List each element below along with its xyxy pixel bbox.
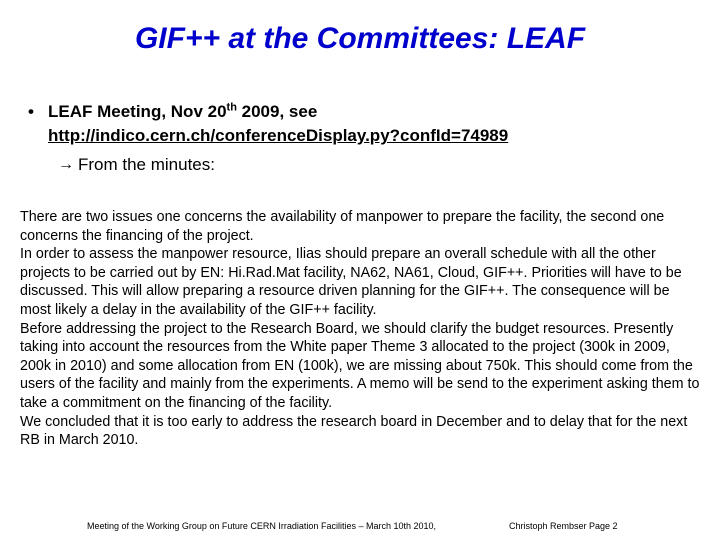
bullet-text-before: LEAF Meeting, Nov 20: [48, 102, 227, 121]
arrow-right-icon: →: [58, 156, 74, 173]
sub-point-text: From the minutes:: [78, 155, 215, 174]
minutes-paragraph-3: Before addressing the project to the Research Board, we should clarify the budget resources. Presently taking into account the resources from the White paper Theme 3 allocated to the project (300k in 2009, 200k in 2010) and some allocation from EN (100k), we are missing about 750k. This should come from the users of the facility and mainly from the experiments. A memo will be send to the experiment asking them to take a commitment on the financing of the facility.: [20, 320, 700, 411]
bullet-point: [28, 100, 708, 148]
indico-link[interactable]: http://indico.cern.ch/conferenceDisplay.py?confId=74989: [48, 126, 509, 145]
bullet-superscript: th: [226, 101, 237, 114]
minutes-paragraph-1: There are two issues one concerns the availability of manpower to prepare the facility, the second one concerns the financing of the project.: [20, 209, 665, 244]
minutes-paragraph-4: We concluded that it is too early to address the research board in December and to delay that for the next RB in March 2010.: [20, 413, 688, 449]
footer-meeting: Meeting of the Working Group on Future CERN Irradiation Facilities – March 10th 2010,: [87, 521, 437, 531]
bullet-marker: •: [28, 102, 34, 121]
bullet-text-after: 2009, see: [236, 102, 318, 121]
minutes-paragraph-2: In order to assess the manpower resource, Ilias should prepare an overall schedule with all the other projects to be carried out by EN: Hi.Rad.Mat facility, NA62, NA61, Cloud, GIF++. Priorities will have to be discussed. This will allow preparing a resource driven planning for the GIF++. The consequence will be most likely a delay in the availability of the GIF++ facility.: [20, 246, 682, 318]
bullet-text: [48, 100, 708, 148]
minutes-text: [20, 208, 700, 450]
sub-point: [58, 154, 215, 176]
footer-author: Christoph Rembser Page 2: [509, 521, 618, 531]
slide-title: GIF++ at the Committees: LEAF: [134, 22, 586, 55]
